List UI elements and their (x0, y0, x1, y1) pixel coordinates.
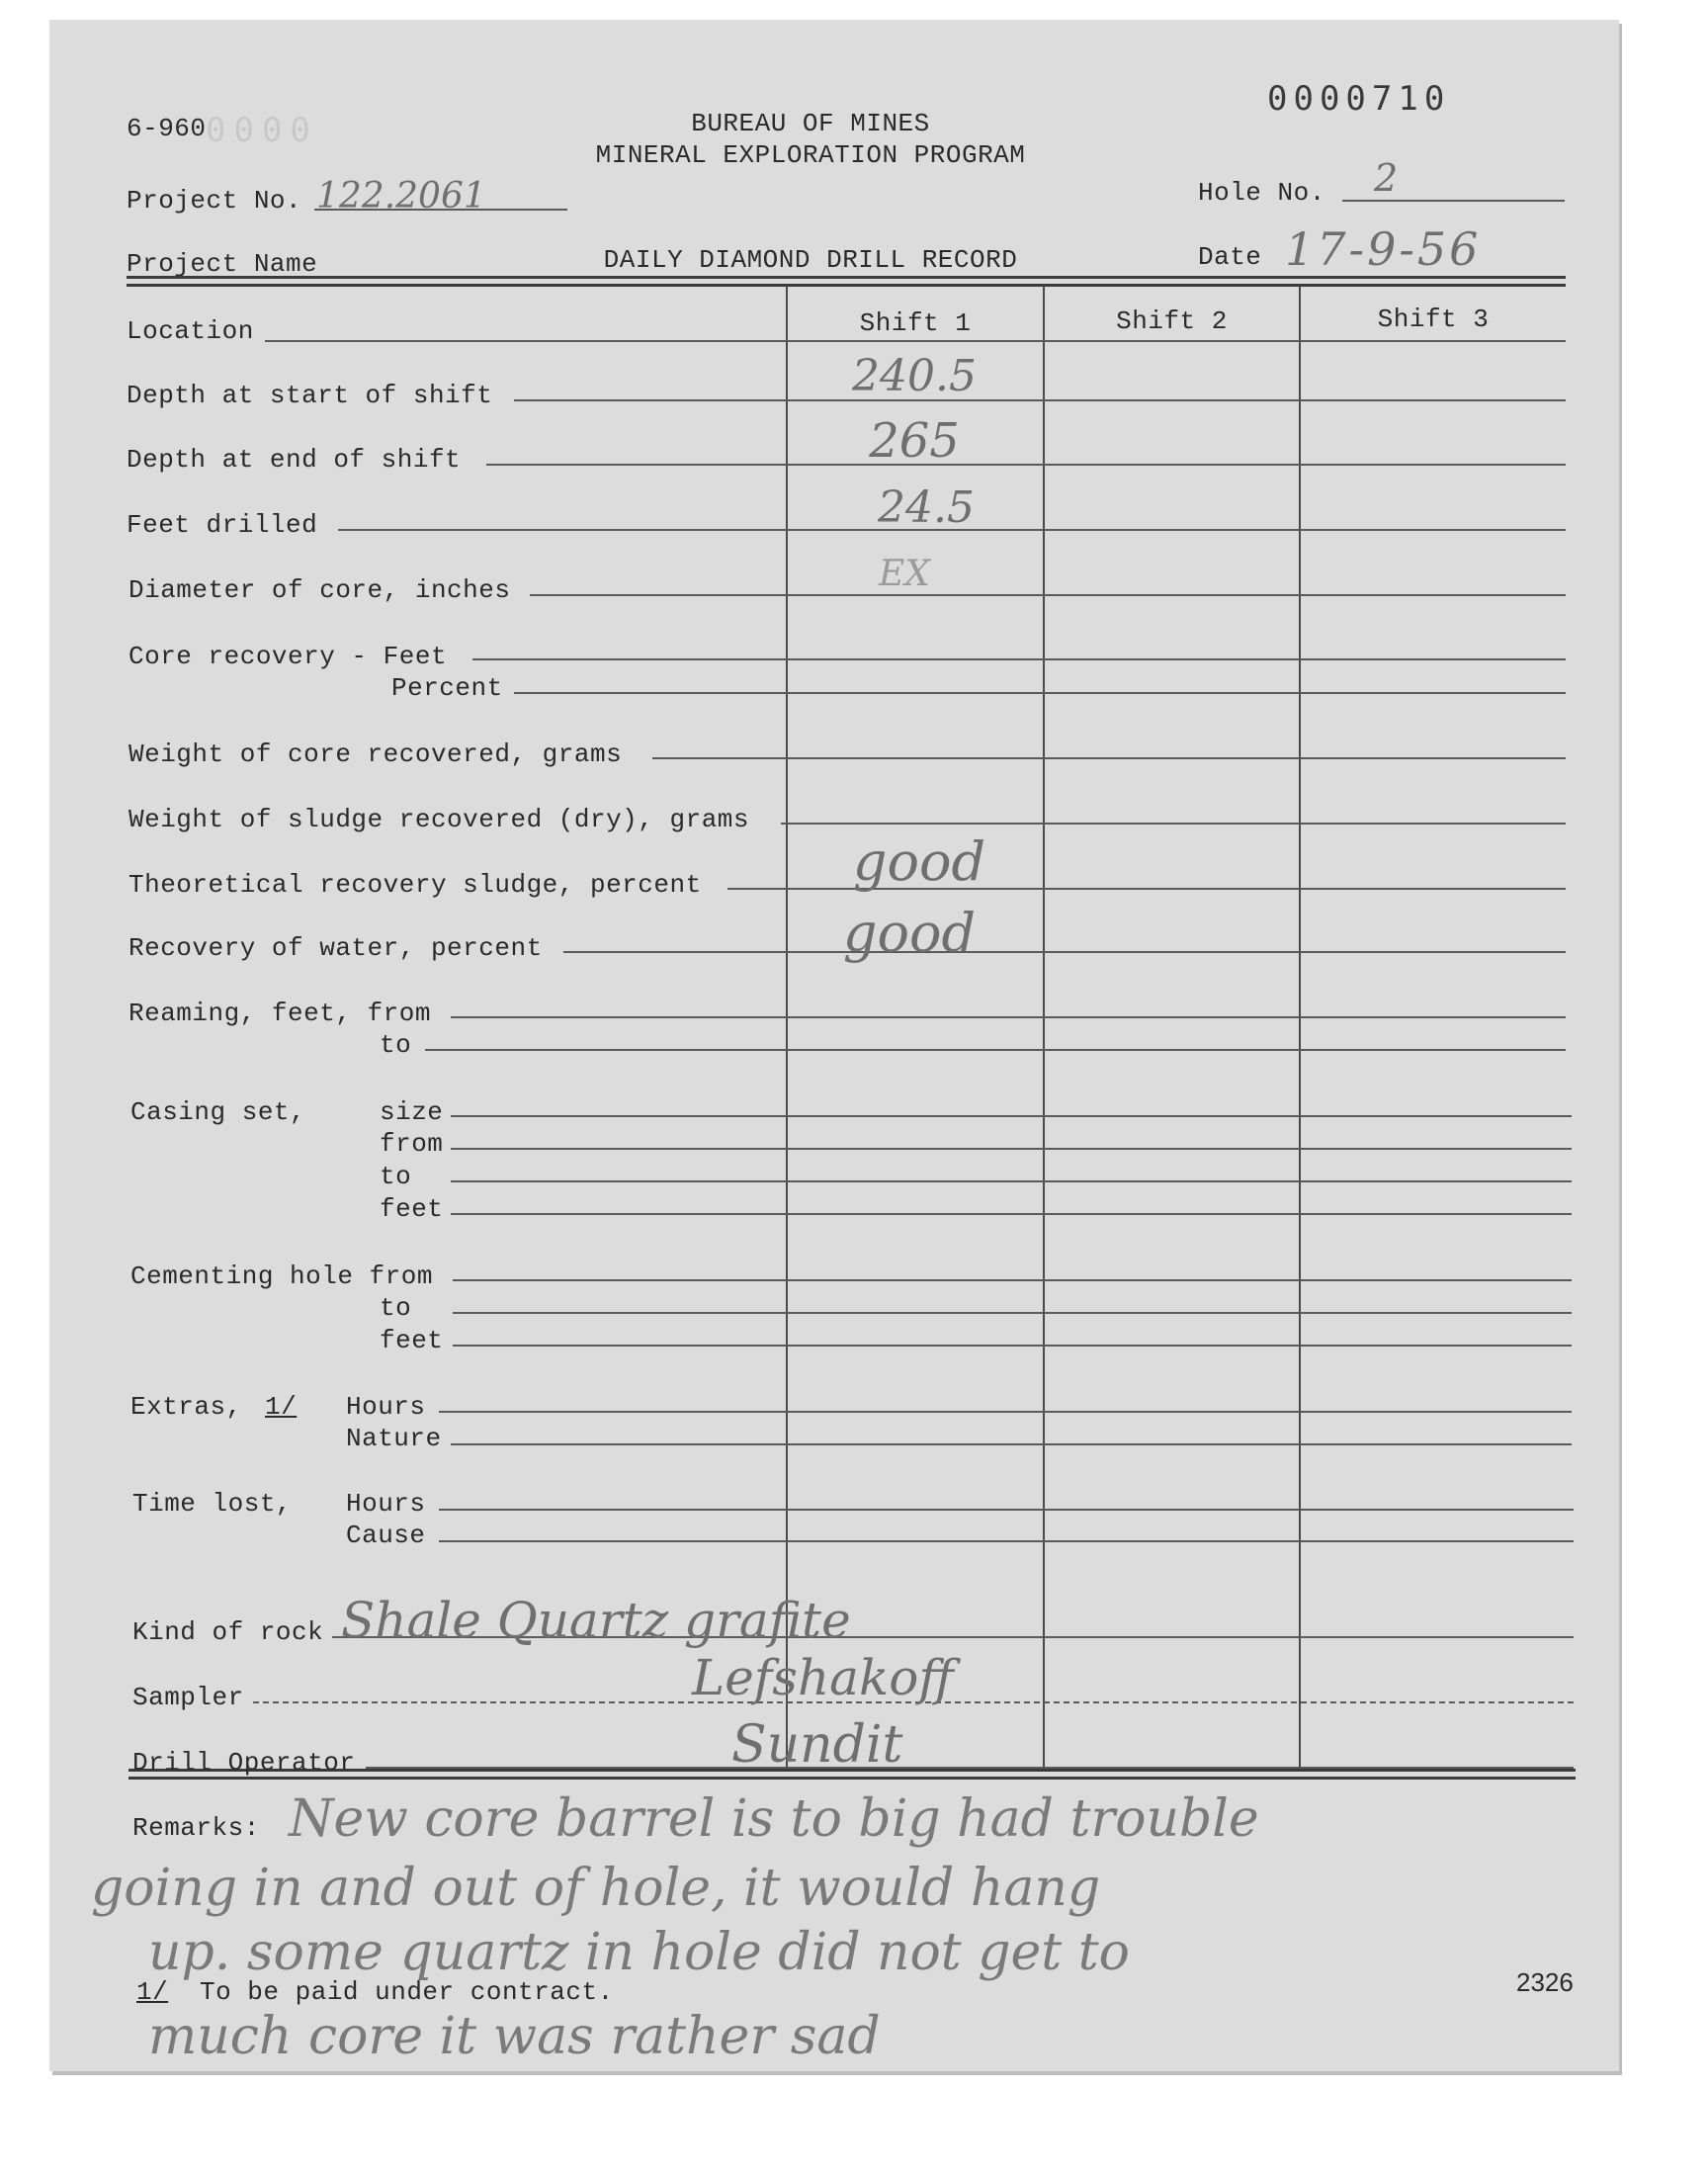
footnote-text: To be paid under contract. (200, 1977, 614, 2007)
drill-operator-line (366, 1767, 1574, 1769)
form-code: 6-960 (127, 114, 207, 143)
column-divider-1 (786, 286, 788, 1769)
casing-to-label: to (380, 1162, 412, 1191)
shift-2-header: Shift 2 (1116, 306, 1228, 336)
shift1-water: good (842, 902, 977, 964)
shift1-theoretical: good (852, 830, 986, 893)
date-label: Date (1198, 242, 1262, 272)
shift-3-header: Shift 3 (1377, 304, 1490, 334)
shift1-depth-end: 265 (869, 413, 960, 469)
cementing-from-line (453, 1279, 1572, 1281)
depth-start-line (514, 399, 1566, 401)
record-title: DAILY DIAMOND DRILL RECORD (603, 245, 1018, 275)
hole-no-line (1342, 200, 1565, 202)
casing-size-label: size (380, 1097, 444, 1127)
diameter-line (530, 594, 1566, 596)
reaming-to-label: to (380, 1030, 412, 1060)
casing-label: Casing set, (130, 1097, 306, 1127)
depth-start-label: Depth at start of shift (127, 381, 493, 410)
shift1-depth-start: 240.5 (852, 351, 977, 401)
core-recovery-label: Core recovery - Feet (128, 642, 448, 671)
cementing-feet-label: feet (380, 1326, 444, 1355)
time-lost-label: Time lost, (132, 1489, 293, 1519)
header-rule-top (127, 276, 1566, 279)
project-no-value: 122.2061 (316, 176, 486, 217)
kind-of-rock-value: Shale Quartz grafite (341, 1592, 851, 1649)
cementing-to-label: to (380, 1293, 412, 1323)
casing-size-line (451, 1115, 1572, 1117)
remarks-line-1: New core barrel is to big had trouble (289, 1789, 1259, 1849)
drill-operator-value: Sundit (731, 1715, 903, 1775)
theoretical-label: Theoretical recovery sludge, percent (128, 870, 702, 900)
shift1-feet-drilled: 24.5 (878, 482, 975, 533)
agency-title: BUREAU OF MINES (691, 109, 930, 138)
footnote-mark: 1/ (136, 1977, 169, 2007)
shift-1-header: Shift 1 (859, 308, 972, 338)
casing-from-line (451, 1148, 1572, 1150)
casing-to-line (451, 1180, 1572, 1182)
reaming-from-line (451, 1016, 1566, 1018)
date-value: 17-9-56 (1285, 222, 1482, 276)
extras-hours-label: Hours (346, 1392, 426, 1422)
extras-label: Extras, (130, 1392, 242, 1422)
program-title: MINERAL EXPLORATION PROGRAM (595, 140, 1026, 170)
extras-nature-label: Nature (346, 1424, 442, 1453)
project-name-label: Project Name (127, 249, 318, 279)
remarks-label: Remarks: (132, 1813, 260, 1843)
weight-core-line (652, 757, 1566, 759)
cementing-to-line (453, 1312, 1572, 1314)
casing-feet-line (451, 1213, 1572, 1215)
water-line (563, 951, 1566, 953)
time-lost-cause-line (439, 1540, 1574, 1542)
location-label: Location (127, 316, 254, 346)
extras-hours-line (439, 1411, 1572, 1413)
kind-of-rock-label: Kind of rock (132, 1617, 324, 1647)
casing-feet-label: feet (380, 1194, 444, 1224)
remarks-line-3: up. some quartz in hole did not get to (148, 1923, 1130, 1982)
weight-sludge-label: Weight of sludge recovered (dry), grams (128, 805, 749, 834)
reaming-label: Reaming, feet, from (128, 999, 431, 1028)
weight-core-label: Weight of core recovered, grams (128, 740, 623, 769)
hole-no-value: 2 (1374, 156, 1399, 200)
diameter-label: Diameter of core, inches (128, 575, 511, 605)
hole-no-label: Hole No. (1198, 178, 1325, 208)
header-rule-bottom (127, 284, 1566, 287)
water-label: Recovery of water, percent (128, 933, 543, 963)
project-no-label: Project No. (127, 186, 302, 216)
extras-nature-line (451, 1443, 1572, 1445)
cementing-label: Cementing hole from (130, 1262, 433, 1291)
document-stamp-number: 0000710 (1267, 79, 1451, 119)
location-line (265, 340, 1566, 342)
column-divider-3 (1299, 286, 1301, 1769)
sampler-value: Lefshakoff (692, 1649, 954, 1706)
extras-footnote-ref: 1/ (265, 1392, 298, 1422)
casing-from-label: from (380, 1129, 444, 1159)
time-lost-hours-line (439, 1509, 1574, 1511)
cementing-feet-line (453, 1345, 1572, 1347)
page-number: 2326 (1516, 1967, 1574, 1997)
background-number: 0000 (206, 111, 318, 150)
weight-sludge-line (781, 823, 1566, 825)
remarks-line-2: going in and out of hole, it would hang (91, 1859, 1101, 1918)
shift1-diameter: EX (879, 554, 930, 594)
sampler-label: Sampler (132, 1683, 244, 1712)
percent-label: Percent (391, 673, 503, 703)
feet-drilled-label: Feet drilled (127, 510, 318, 540)
remarks-line-4: much core it was rather sad (148, 2007, 881, 2066)
time-lost-cause-label: Cause (346, 1521, 426, 1550)
drill-operator-label: Drill Operator (132, 1748, 356, 1778)
depth-end-label: Depth at end of shift (127, 445, 462, 475)
reaming-to-line (425, 1049, 1566, 1051)
core-recovery-line (472, 658, 1566, 660)
time-lost-hours-label: Hours (346, 1489, 426, 1519)
percent-line (514, 692, 1566, 694)
